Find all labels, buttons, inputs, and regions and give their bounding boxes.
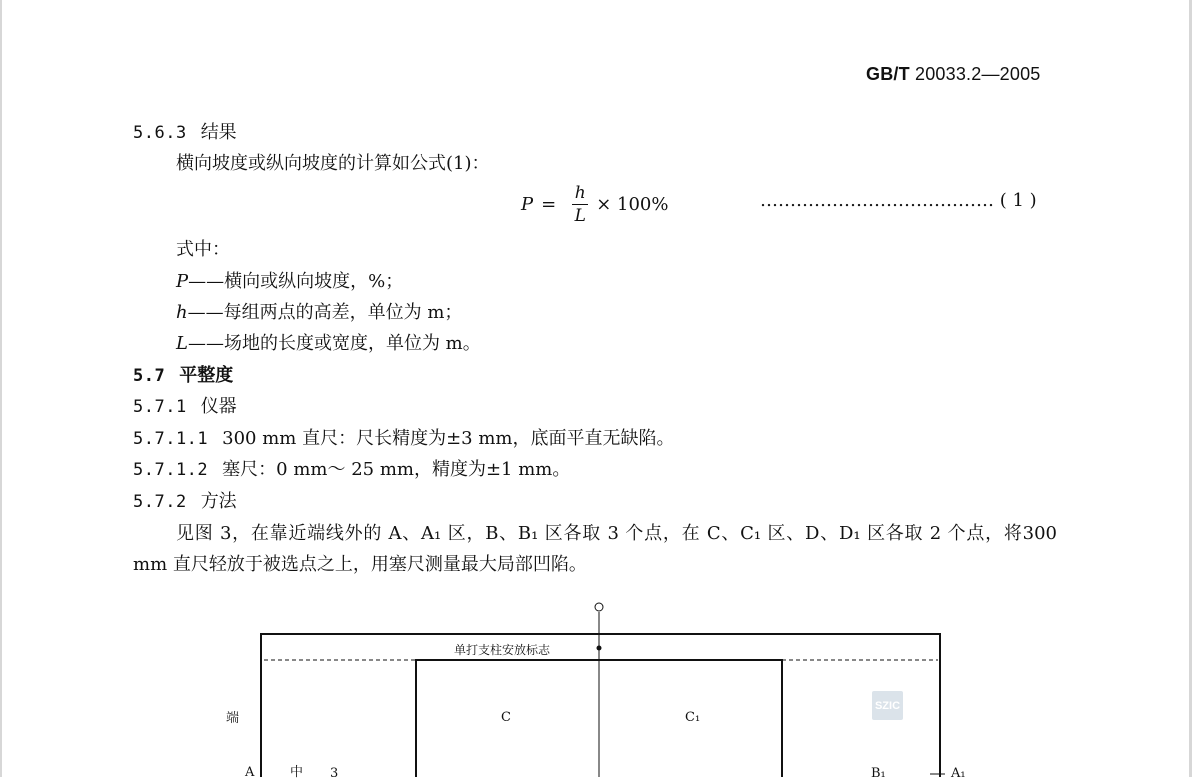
figure-mid-label: 中 — [290, 765, 304, 780]
post-marker — [595, 603, 603, 611]
fraction-numerator: h — [574, 183, 586, 203]
formula-rhs: × 100% — [596, 194, 669, 215]
standard-prefix: GB/T — [866, 64, 910, 84]
section-title: 方法 — [200, 491, 237, 512]
section-number: 5.7.1.1 — [133, 429, 209, 449]
section-number: 5.7.2 — [133, 492, 187, 512]
figure-top-label: 单打支柱安放标志 — [454, 643, 551, 657]
court-outline — [261, 634, 940, 777]
where-symbol: L — [176, 333, 188, 354]
leader-dots: ………………………………… — [760, 190, 994, 211]
figure-zone-b1: B₁ — [871, 766, 886, 781]
figure-edge-label: A₁ — [951, 766, 966, 781]
fraction-denominator: L — [574, 206, 586, 226]
formula-intro: 横向坡度或纵向坡度的计算如公式(1)： — [176, 153, 490, 174]
figure-end-label: 端 — [226, 711, 240, 726]
formula-lhs: P — [521, 194, 534, 215]
section-number: 5.6.3 — [133, 123, 187, 143]
section-number: 5.7 — [133, 366, 166, 386]
watermark-logo: SZIC — [872, 691, 903, 720]
where-symbol: h — [176, 302, 188, 323]
section-title: 仪器 — [200, 396, 237, 417]
figure-zone-a: A — [245, 765, 255, 780]
section-text: 塞尺：0 mm～ 25 mm，精度为±1 mm。 — [222, 459, 571, 480]
section-number: 5.7.1.2 — [133, 460, 209, 480]
figure-zone-c: C — [501, 710, 511, 725]
section-title: 结果 — [200, 122, 237, 143]
where-text: ——横向或纵向坡度，%； — [188, 271, 404, 292]
method-paragraph: 见图 3，在靠近端线外的 A、A₁ 区，B、B₁ 区各取 3 个点，在 C、C₁ 区、D、D₁ 区各取 2 个点，将300 mm 直尺轻放于被选点之上，用塞尺测量最大局部凹陷。 — [133, 523, 1057, 575]
section-text: 300 mm 直尺：尺长精度为±3 mm，底面平直无缺陷。 — [222, 428, 675, 449]
where-label: 式中： — [176, 239, 230, 260]
figure-zone-c1: C₁ — [685, 710, 701, 725]
formula-tag: ( 1 ) — [999, 190, 1037, 211]
formula-equals: = — [541, 194, 557, 215]
figure-small-label: 3 — [330, 766, 339, 781]
where-symbol: P — [176, 271, 189, 292]
section-title: 平整度 — [179, 365, 234, 386]
where-text: ——每组两点的高差，单位为 m； — [187, 302, 463, 323]
section-number: 5.7.1 — [133, 397, 187, 417]
standard-code: 20033.2—2005 — [915, 64, 1041, 84]
where-text: ——场地的长度或宽度，单位为 m。 — [187, 333, 481, 354]
center-dot — [597, 646, 602, 651]
